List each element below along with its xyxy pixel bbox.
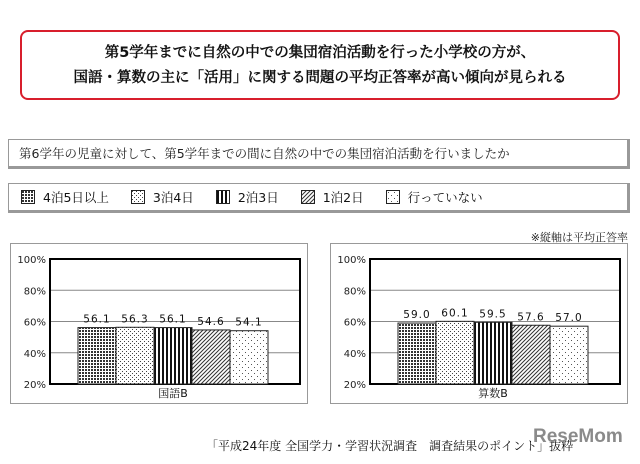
bar-value-label: 57.0 (555, 312, 583, 325)
chart-sansu-b (330, 243, 628, 404)
x-category-label: 算数B (478, 387, 508, 400)
bar-value-label: 54.1 (235, 316, 263, 329)
x-category-label: 国語B (158, 387, 188, 400)
headline-box (20, 30, 620, 100)
y-tick-label: 20% (23, 380, 46, 391)
chart-kokugo-b (10, 243, 308, 404)
bar-kokugo-b-0 (78, 328, 116, 384)
legend-swatch-none (386, 190, 400, 204)
legend-item-1-night (301, 188, 364, 206)
y-tick-label: 100% (17, 255, 46, 266)
source-footer: 「平成24年度 全国学力・学習状況調査 調査結果のポイント」抜粋 (206, 439, 574, 453)
legend-item-3-nights (131, 188, 194, 206)
legend-label-1-night: 1泊2日 (322, 190, 364, 205)
legend-label-2-nights: 2泊3日 (237, 190, 279, 205)
y-tick-label: 100% (337, 255, 366, 266)
bar-value-label: 59.5 (479, 308, 507, 321)
legend-swatch-3-nights (131, 190, 145, 204)
legend-swatch-2-nights (216, 190, 230, 204)
legend-swatch-4-nights (21, 190, 35, 204)
bar-sansu-b-2 (474, 322, 512, 384)
bar-kokugo-b-2 (154, 328, 192, 384)
legend-swatch-1-night (301, 190, 315, 204)
y-tick-label: 60% (343, 317, 366, 329)
bar-value-label: 54.6 (197, 315, 225, 328)
y-tick-label: 60% (23, 317, 46, 329)
axis-note: ※縦軸は平均正答率 (530, 231, 628, 244)
legend-item-2-nights (216, 188, 279, 206)
y-tick-label: 40% (343, 348, 366, 360)
bar-sansu-b-0 (398, 323, 436, 384)
legend-label-none: 行っていない (407, 190, 483, 205)
bar-sansu-b-1 (436, 321, 474, 384)
bar-value-label: 57.6 (517, 311, 545, 324)
y-tick-label: 80% (23, 286, 46, 298)
bar-kokugo-b-1 (116, 327, 154, 384)
bar-value-label: 56.1 (83, 313, 111, 326)
headline-line-1: 第5学年までに自然の中での集団宿泊活動を行った小学校の方が、 (104, 45, 536, 61)
bar-value-label: 56.1 (159, 313, 187, 326)
legend-label-3-nights: 3泊4日 (152, 190, 194, 205)
bar-kokugo-b-3 (192, 330, 230, 384)
bar-value-label: 60.1 (441, 307, 469, 320)
y-tick-label: 40% (23, 348, 46, 360)
resemom-watermark: ReseMom (533, 426, 623, 447)
legend-item-4-nights (21, 188, 109, 206)
bar-sansu-b-3 (512, 325, 550, 384)
legend-label-4-nights: 4泊5日以上 (43, 190, 109, 205)
bar-value-label: 56.3 (121, 313, 149, 326)
headline-line-2: 国語・算数の主に「活用」に関する問題の平均正答率が高い傾向が見られる (73, 70, 567, 86)
bar-kokugo-b-4 (230, 331, 268, 384)
y-tick-label: 20% (343, 380, 366, 391)
chart-legend (8, 183, 630, 213)
legend-item-none (386, 188, 483, 206)
bar-value-label: 59.0 (403, 309, 431, 322)
y-tick-label: 80% (343, 286, 366, 298)
survey-question: 第6学年の児童に対して、第5学年までの間に自然の中での集団宿泊活動を行いましたか (8, 139, 630, 169)
bar-sansu-b-4 (550, 326, 588, 384)
